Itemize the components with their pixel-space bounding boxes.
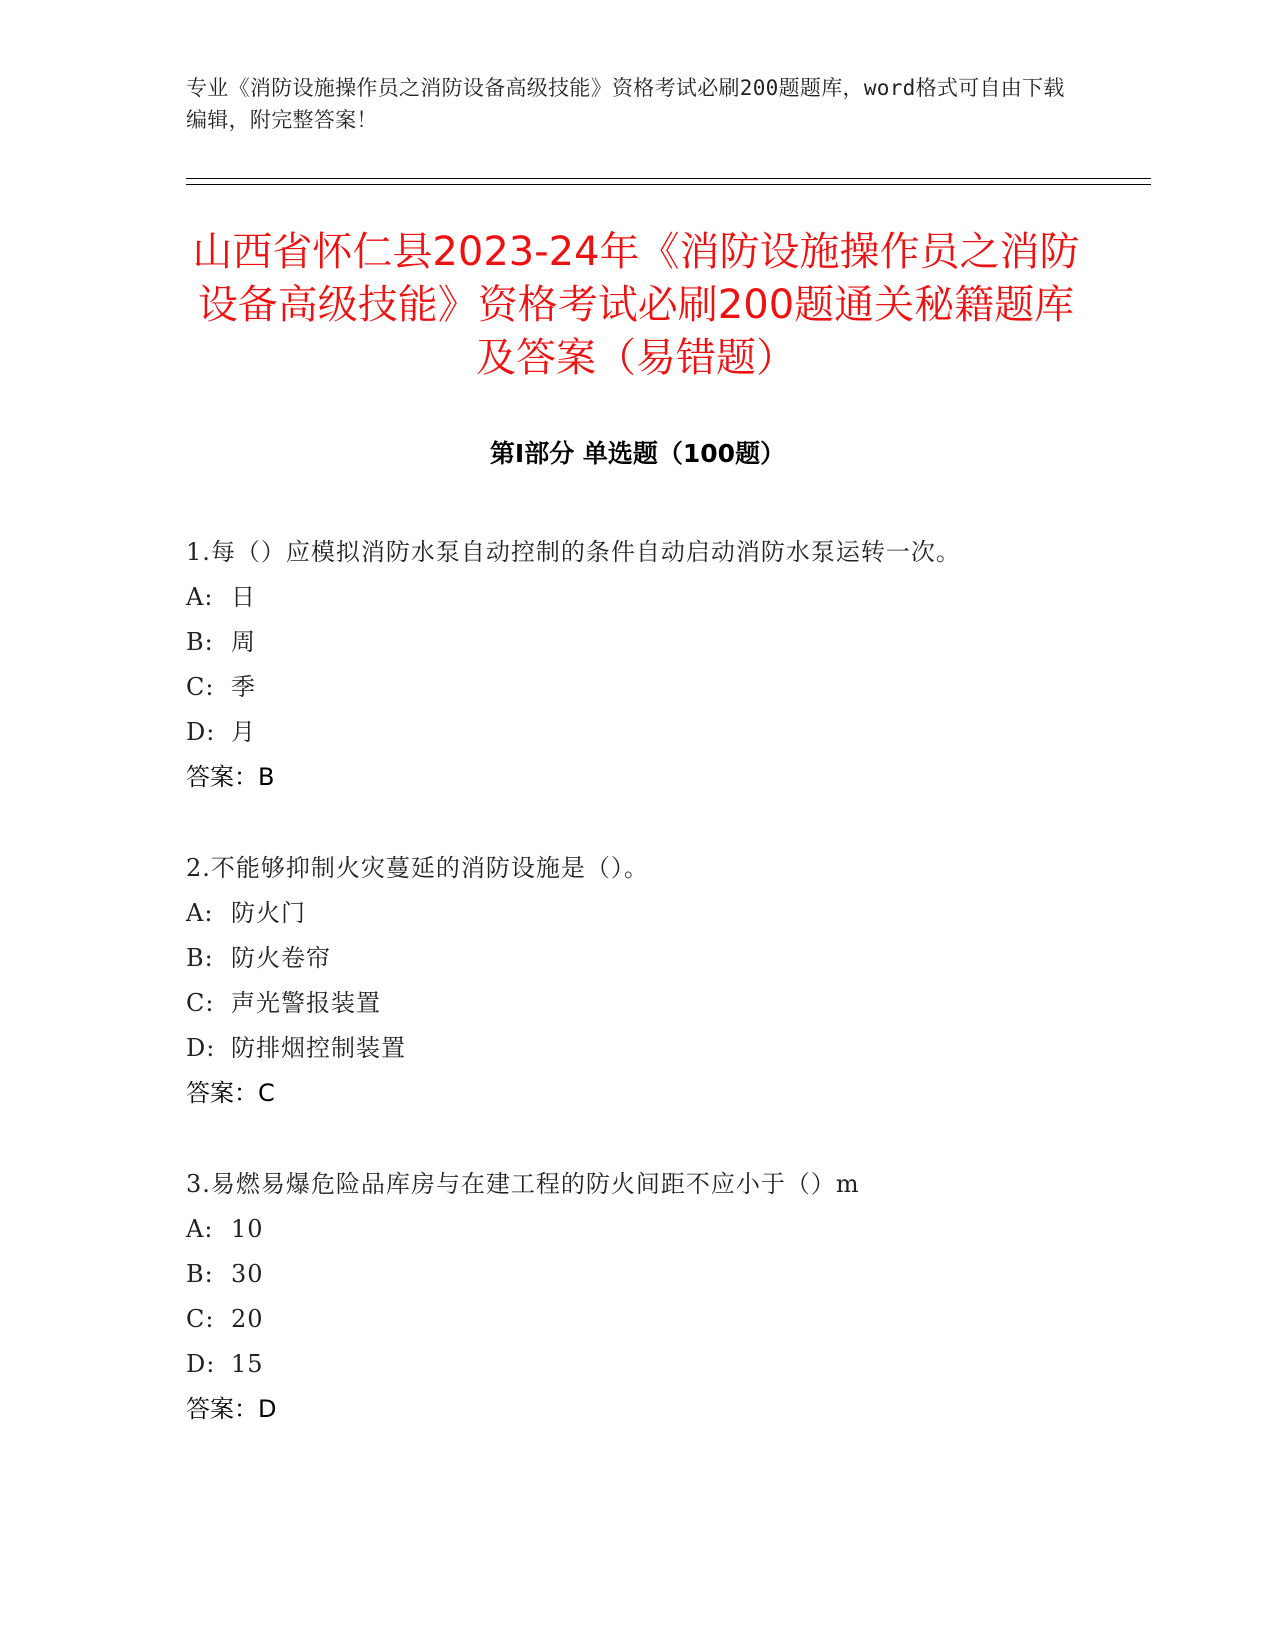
section-title: 第Ⅰ部分 单选题（100题） <box>489 439 786 468</box>
option-c <box>186 981 1066 1026</box>
answer: 答案：B <box>186 763 275 791</box>
option-d <box>186 1342 1066 1387</box>
question-2 <box>186 846 1066 1116</box>
header-note: 专业《消防设施操作员之消防设备高级技能》资格考试必刷200题题库，word格式可自由下载编辑，附完整答案！ <box>186 76 1065 132</box>
option-text: 10 <box>231 1215 264 1243</box>
question-gap <box>186 1116 1066 1162</box>
option-text: 声光警报装置 <box>231 989 381 1017</box>
option-text: 防火门 <box>231 899 306 927</box>
question-3 <box>186 1162 1066 1432</box>
question-stem: 1.每（）应模拟消防水泵自动控制的条件自动启动消防水泵运转一次。 <box>186 538 961 566</box>
question-gap <box>186 800 1066 846</box>
option-letter: C: <box>186 1305 215 1333</box>
option-text: 防排烟控制装置 <box>231 1034 406 1062</box>
option-letter: B: <box>186 944 214 972</box>
option-letter: B: <box>186 1260 214 1288</box>
option-a <box>186 1207 1066 1252</box>
option-text: 20 <box>231 1305 264 1333</box>
option-text: 30 <box>231 1260 264 1288</box>
option-text: 月 <box>231 718 256 746</box>
question-list <box>186 530 1066 1432</box>
option-letter: D: <box>186 1350 216 1378</box>
option-a <box>186 891 1066 936</box>
question-stem: 3.易燃易爆危险品库房与在建工程的防火间距不应小于（）m <box>186 1170 860 1198</box>
header-rule-top <box>186 178 1151 179</box>
option-c <box>186 665 1066 710</box>
option-letter: D: <box>186 718 216 746</box>
answer: 答案：D <box>186 1395 277 1423</box>
option-b <box>186 936 1066 981</box>
option-b <box>186 1252 1066 1297</box>
option-c <box>186 1297 1066 1342</box>
option-text: 季 <box>231 673 256 701</box>
option-letter: A: <box>186 1215 214 1243</box>
option-d <box>186 1026 1066 1071</box>
option-letter: C: <box>186 989 215 1017</box>
option-letter: A: <box>186 899 214 927</box>
option-text: 防火卷帘 <box>231 944 331 972</box>
question-stem: 2.不能够抑制火灾蔓延的消防设施是（）。 <box>186 854 649 882</box>
option-letter: B: <box>186 628 214 656</box>
document-title: 山西省怀仁县2023-24年《消防设施操作员之消防设备高级技能》资格考试必刷200题通关秘籍题库及答案（易错题） <box>192 229 1080 381</box>
option-b <box>186 620 1066 665</box>
question-1 <box>186 530 1066 800</box>
option-text: 15 <box>231 1350 264 1378</box>
answer: 答案：C <box>186 1079 275 1107</box>
option-text: 日 <box>231 583 256 611</box>
option-letter: C: <box>186 673 215 701</box>
option-letter: A: <box>186 583 214 611</box>
option-d <box>186 710 1066 755</box>
option-a <box>186 575 1066 620</box>
option-text: 周 <box>231 628 256 656</box>
header-rule-bottom <box>186 184 1151 185</box>
option-letter: D: <box>186 1034 216 1062</box>
